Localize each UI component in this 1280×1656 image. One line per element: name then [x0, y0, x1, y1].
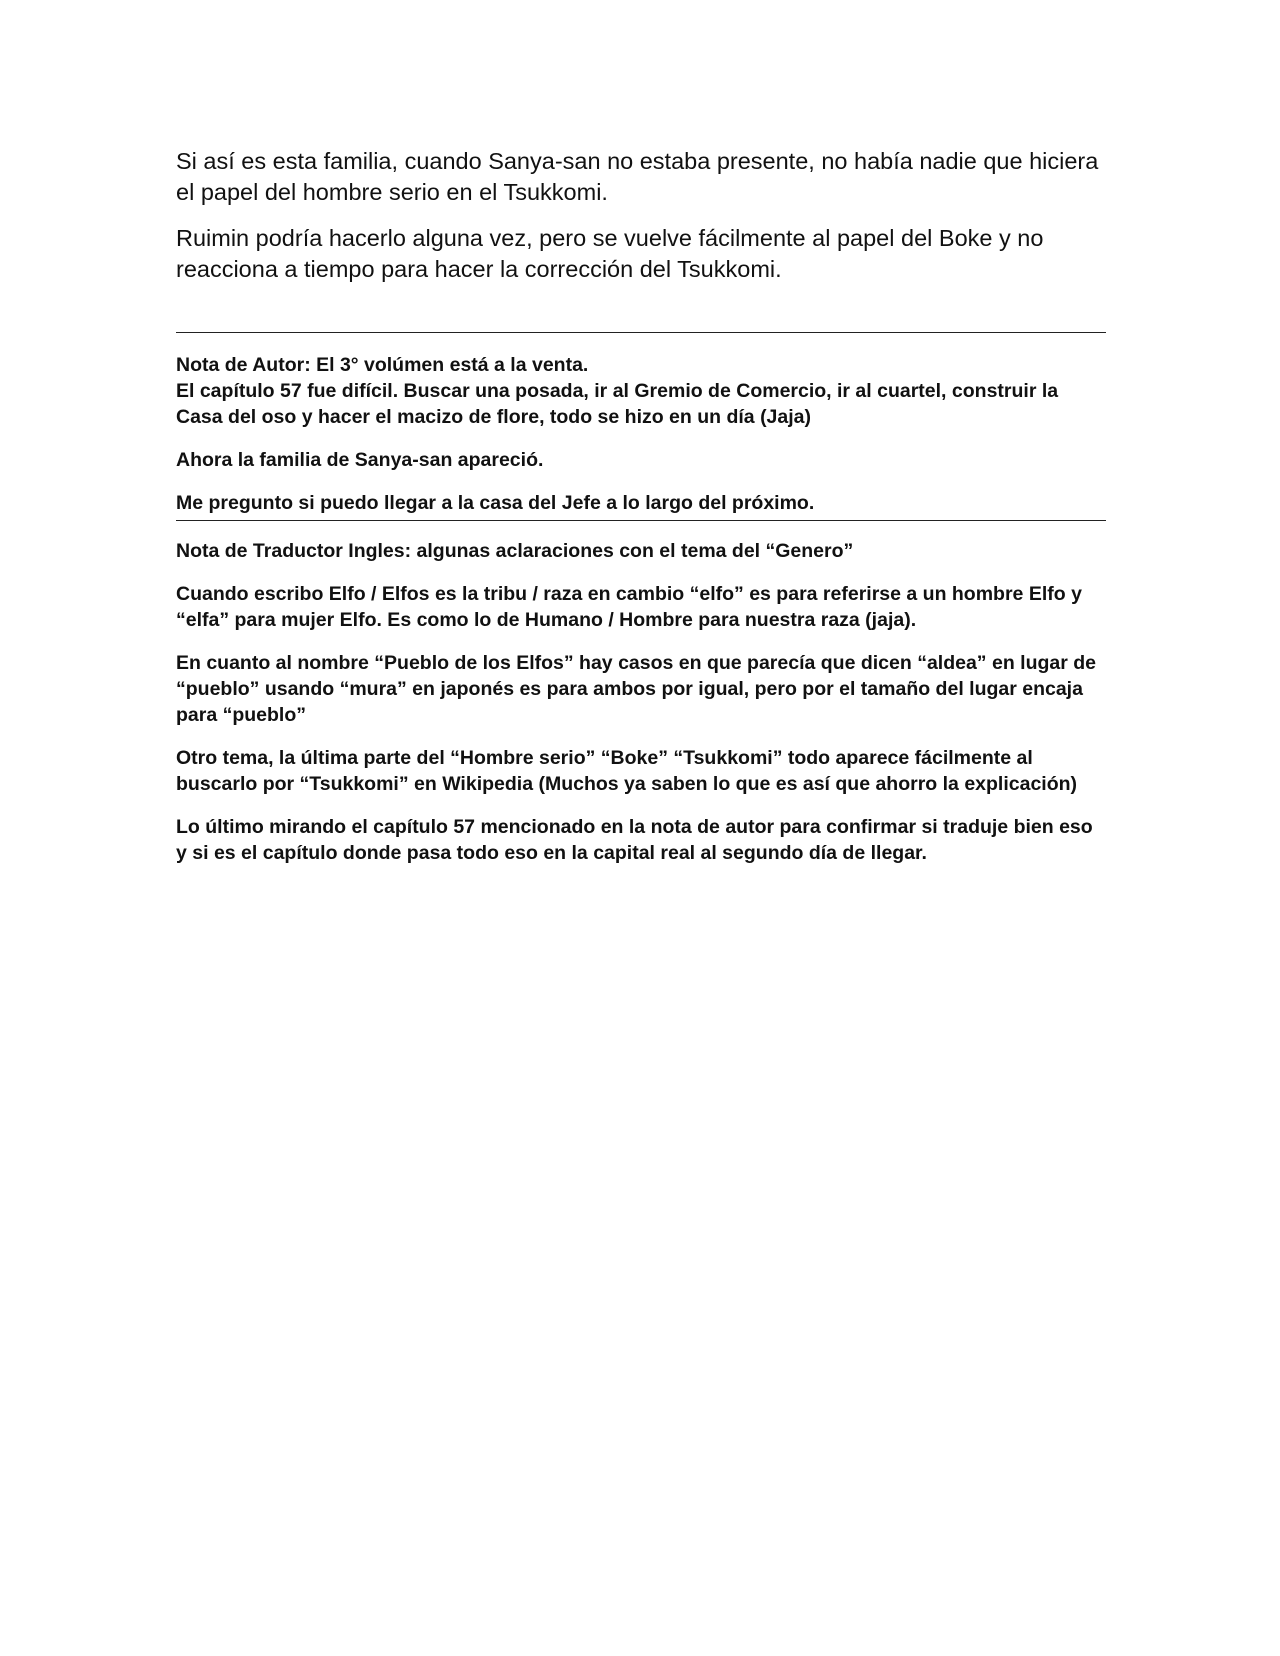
author-note-line: Ahora la familia de Sanya-san apareció.: [176, 449, 544, 471]
document-page: [176, 146, 1106, 883]
author-note-heading: Nota de Autor: El 3° volúmen está a la venta.: [176, 354, 589, 376]
body-paragraph: Ruimin podría hacerlo alguna vez, pero se vuelve fácilmente al papel del Boke y no reacciona a tiempo para hacer la corrección del Tsukkomi.: [176, 225, 1044, 282]
author-note-line: El capítulo 57 fue difícil. Buscar una posada, ir al Gremio de Comercio, ir al cuartel, construir la Casa del oso y hacer el macizo de flore, todo se hizo en un día (Jaja): [176, 380, 1059, 428]
author-note-line: Me pregunto si puedo llegar a la casa del Jefe a lo largo del próximo.: [176, 492, 815, 514]
translator-note-heading: Nota de Traductor Ingles: algunas aclaraciones con el tema del “Genero”: [176, 540, 854, 562]
translator-note-paragraph: Cuando escribo Elfo / Elfos es la tribu / raza en cambio “elfo” es para referirse a un hombre Elfo y “elfa” para mujer Elfo. Es como lo de Humano / Hombre para nuestra raza (jaja).: [176, 583, 1082, 631]
translator-note-paragraph: En cuanto al nombre “Pueblo de los Elfos” hay casos en que parecía que dicen “aldea” en lugar de “pueblo” usando “mura” en japonés es para ambos por igual, pero por el tamaño del lugar encaja para “pueblo”: [176, 652, 1096, 726]
translator-note-paragraph: Otro tema, la última parte del “Hombre serio” “Boke” “Tsukkomi” todo aparece fácilmente al buscarlo por “Tsukkomi” en Wikipedia (Muchos ya saben lo que es así que ahorro la explicación): [176, 747, 1078, 795]
author-note: [176, 333, 1106, 520]
translator-note-paragraph: Lo último mirando el capítulo 57 mencionado en la nota de autor para confirmar si traduje bien eso y si es el capítulo donde pasa todo eso en la capital real al segundo día de llegar.: [176, 816, 1093, 864]
translator-note: [176, 521, 1106, 866]
body-paragraph: Si así es esta familia, cuando Sanya-san no estaba presente, no había nadie que hiciera el papel del hombre serio en el Tsukkomi.: [176, 148, 1099, 205]
